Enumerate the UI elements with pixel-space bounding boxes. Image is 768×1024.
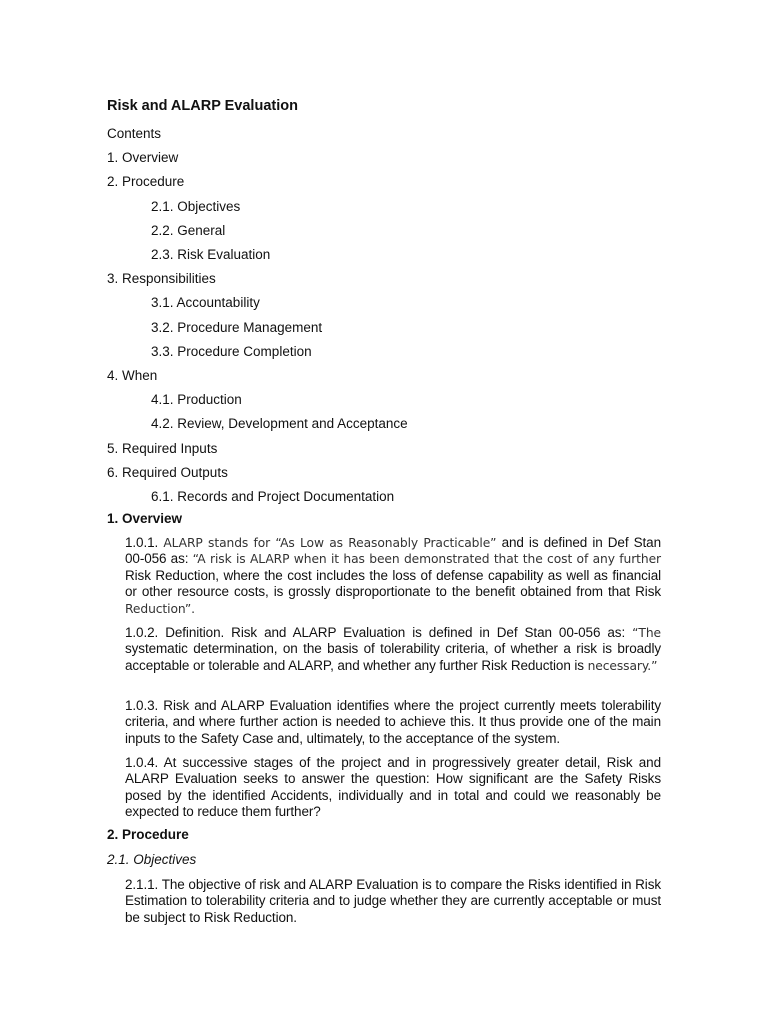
toc-line: 2.3. Risk Evaluation [151, 247, 271, 263]
paragraph-1-0-4: 1.0.4. At successive stages of the project and in progressively greater detail, Risk and ALARP Evaluation seeks to answer the question: How significant are the Safety Risks posed by the identified Accidents, individually and in total and could we reasonably be expected to reduce them further? [125, 755, 661, 820]
paragraph-1-0-2 [125, 625, 661, 674]
paragraph-text: Risk Reduction, where the cost includes the loss of defense capability as well as financial or other resource costs, is grossly disproportionate to the benefit obtained from that Risk [125, 567, 661, 600]
quoted-text: ALARP stands for “As Low as Reasonably Practicable” [163, 536, 497, 550]
section-heading-procedure: 2. Procedure [107, 827, 189, 842]
toc-line: Contents [107, 126, 162, 141]
toc-line: 4.1. Production [151, 392, 242, 408]
quoted-text: “The [632, 626, 661, 640]
paragraph-text: 1.0.2. Definition. Risk and ALARP Evaluation is defined in Def Stan 00-056 as: [125, 625, 626, 640]
subsection-heading-objectives: 2.1. Objectives [107, 852, 197, 867]
paragraph-text: and is defined in Def Stan 00-056 as: [125, 535, 661, 567]
toc-line: 1. Overview [107, 150, 179, 166]
table-of-contents [107, 122, 667, 509]
toc-line: 6. Required Outputs [107, 464, 228, 480]
toc-line: 3.1. Accountability [151, 295, 260, 311]
paragraph-2-1-1: 2.1.1. The objective of risk and ALARP Evaluation is to compare the Risks identified in Risk Estimation to tolerability criteria and to judge whether they are currently acceptable or must be subject to Risk Reduction. [125, 877, 661, 925]
toc-line: 2.2. General [151, 222, 226, 238]
toc-line: 3. Responsibilities [107, 271, 216, 287]
section-heading-overview: 1. Overview [107, 511, 183, 526]
toc-line: 6.1. Records and Project Documentation [151, 489, 395, 505]
toc-line: 4.2. Review, Development and Acceptance [151, 416, 408, 432]
toc-line: 4. When [107, 368, 158, 384]
toc-line: 2. Procedure [107, 174, 185, 190]
toc-line: 3.2. Procedure Management [151, 319, 323, 335]
paragraph-number: 1.0.1. [125, 535, 159, 550]
document-title: Risk and ALARP Evaluation [107, 98, 298, 114]
paragraph-1-0-3: 1.0.3. Risk and ALARP Evaluation identifies where the project currently meets tolerability criteria, and where further action is needed to achieve this. It thus provide one of the main inputs to the Safety Case and, ultimately, to the acceptance of the system. [125, 698, 661, 746]
paragraph-text: systematic determination, on the basis of tolerability criteria, of whether a risk is broadly acceptable or tolerable and ALARP, and whether any further Risk Reduction is [125, 641, 661, 673]
toc-line: 2.1. Objectives [151, 198, 241, 214]
quoted-text: Reduction”. [125, 601, 195, 616]
toc-line: 3.3. Procedure Completion [151, 343, 312, 359]
toc-line: 5. Required Inputs [107, 440, 218, 456]
quoted-text: necessary.” [587, 658, 658, 673]
paragraph-1-0-1 [125, 535, 661, 617]
quoted-text: “A risk is ALARP when it has been demonstrated that the cost of any further [192, 552, 661, 567]
